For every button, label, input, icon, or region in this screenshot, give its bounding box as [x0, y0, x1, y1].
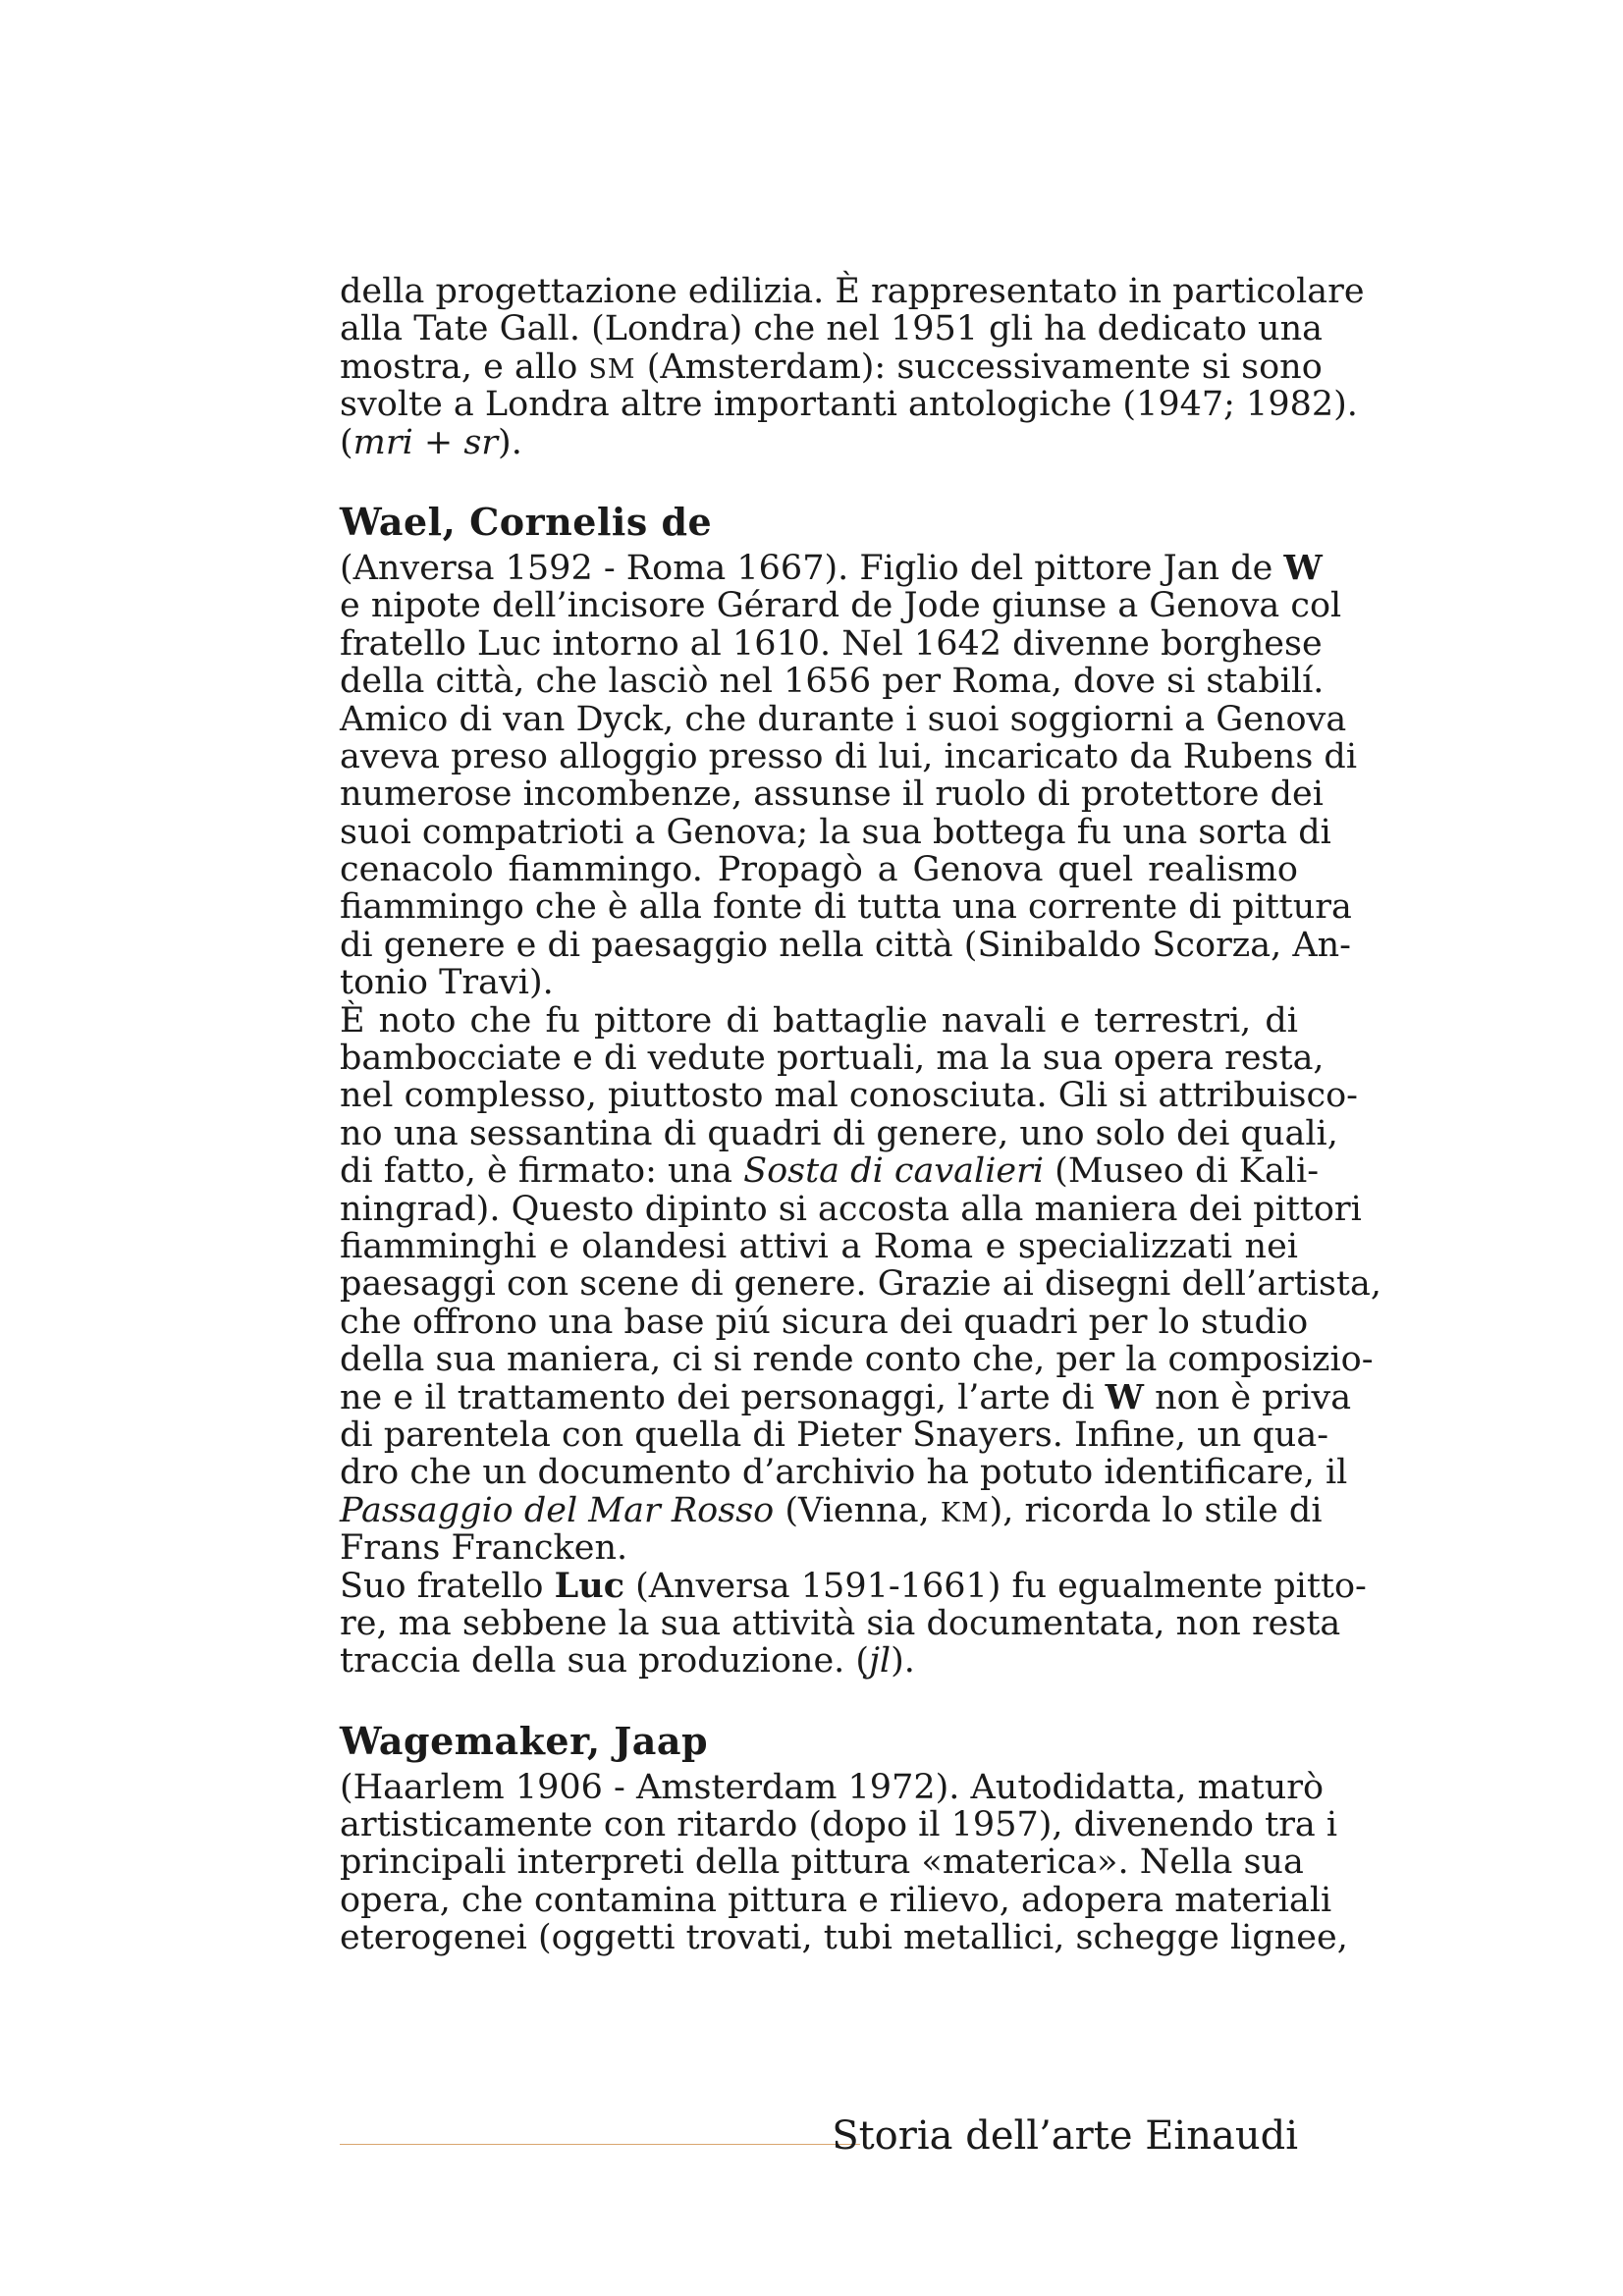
text-line: Amico di van Dyck, che durante i suoi soggiorni a Genova	[340, 699, 1347, 739]
text-span: (Anversa 1591-1661) fu egualmente pitto-	[624, 1566, 1367, 1606]
text-line: suoi compatrioti a Genova; la sua bottega fu una sorta di	[340, 812, 1331, 852]
name-emphasis: Luc	[554, 1565, 625, 1606]
entry-heading-wagemaker: Wagemaker, Jaap	[340, 1718, 709, 1763]
text-span: traccia della sua produzione. (	[340, 1641, 870, 1682]
entry-abbrev: W	[1105, 1376, 1144, 1417]
text-span: ), ricorda lo stile di	[989, 1490, 1323, 1530]
text-line: che offrono una base piú sicura dei quadri per lo studio	[340, 1302, 1309, 1342]
page-footer	[340, 2110, 1298, 2169]
entry-abbrev: W	[1283, 547, 1323, 588]
text-span: (Anversa 1592 - Roma 1667). Figlio del pittore Jan de	[340, 548, 1284, 588]
text-span: ).	[891, 1641, 915, 1682]
text-line	[340, 347, 1323, 387]
text-span: di fatto, è firmato: una	[340, 1151, 744, 1192]
text-line: bambocciate e di vedute portuali, ma la sua opera resta,	[340, 1039, 1325, 1079]
artwork-title: Passaggio del Mar Rosso	[340, 1490, 775, 1530]
text-line: di genere e di paesaggio nella città (Sinibaldo Scorza, An-	[340, 925, 1352, 965]
page-body	[340, 272, 1381, 1958]
text-line	[340, 1151, 1320, 1192]
footer-rule	[340, 2144, 860, 2145]
text-line: svolte a Londra altre importanti antologiche (1947; 1982).	[340, 385, 1358, 425]
text-line: (Haarlem 1906 - Amsterdam 1972). Autodidatta, maturò	[340, 1767, 1325, 1807]
text-span: ).	[498, 422, 522, 462]
text-span: non è priva	[1143, 1377, 1352, 1417]
text-line: numerose incombenze, assunse il ruolo di protettore dei	[340, 774, 1324, 815]
text-line: ningrad). Questo dipinto si accosta alla maniera dei pittori	[340, 1189, 1362, 1229]
text-line: della città, che lasciò nel 1656 per Roma, dove si stabilí.	[340, 662, 1325, 702]
text-line: e nipote dell’incisore Gérard de Jode giunse a Genova col	[340, 586, 1342, 626]
text-line: re, ma sebbene la sua attività sia documentata, non resta	[340, 1603, 1341, 1643]
small-caps-abbrev: SM	[588, 353, 636, 385]
text-line	[340, 1490, 1323, 1530]
text-span: (	[340, 422, 353, 462]
text-line: tonio Travi).	[340, 963, 554, 1003]
text-line: fiammingo che è alla fonte di tutta una corrente di pittura	[340, 887, 1352, 928]
text-line: artisticamente con ritardo (dopo il 1957), divenendo tra i	[340, 1805, 1338, 1845]
text-line: È noto che fu pittore di battaglie navali e terrestri, di	[340, 1000, 1298, 1041]
text-line: della progettazione edilizia. È rappresentato in particolare	[340, 272, 1365, 311]
text-line: no una sessantina di quadri di genere, uno solo dei quali,	[340, 1113, 1338, 1153]
text-line: di parentela con quella di Pieter Snayers. Infine, un qua-	[340, 1415, 1329, 1455]
entry-heading-wael: Wael, Cornelis de	[340, 499, 713, 544]
text-line: nel complesso, piuttosto mal conosciuta. Gli si attribuisco-	[340, 1076, 1358, 1116]
text-line	[340, 1565, 1367, 1606]
text-span: (Amsterdam): successivamente si sono	[635, 347, 1323, 387]
text-line	[340, 547, 1323, 588]
text-line: fratello Luc intorno al 1610. Nel 1642 divenne borghese	[340, 623, 1323, 664]
text-line	[340, 1642, 1298, 1680]
author-initials: jl	[869, 1641, 892, 1682]
text-span: mostra, e allo	[340, 347, 589, 387]
author-initials: mri + sr	[352, 422, 499, 462]
text-line	[340, 1376, 1352, 1417]
text-line: principali interpreti della pittura «materica». Nella sua	[340, 1842, 1304, 1883]
text-line: dro che un documento d’archivio ha potuto identificare, il	[340, 1453, 1348, 1493]
text-line: cenacolo fiammingo. Propagò a Genova quel realismo	[340, 850, 1298, 890]
artwork-title: Sosta di cavalieri	[743, 1151, 1045, 1192]
text-line: Frans Francken.	[340, 1528, 628, 1569]
text-line: eterogenei (oggetti trovati, tubi metallici, schegge lignee,	[340, 1918, 1348, 1958]
text-line: alla Tate Gall. (Londra) che nel 1951 gli ha dedicato una	[340, 309, 1324, 349]
text-span: Suo fratello	[340, 1566, 555, 1606]
small-caps-abbrev: KM	[940, 1497, 990, 1528]
text-span: (Museo di Kali-	[1044, 1151, 1320, 1192]
text-line: fiamminghi e olandesi attivi a Roma e specializzati nei	[340, 1226, 1298, 1266]
text-line	[340, 424, 1298, 461]
text-line: della sua maniera, ci si rende conto che, per la composizio-	[340, 1340, 1374, 1380]
text-line: aveva preso alloggio presso di lui, incaricato da Rubens di	[340, 736, 1358, 776]
text-line: paesaggi con scene di genere. Grazie ai disegni dell’artista,	[340, 1264, 1381, 1305]
text-span: (Vienna,	[774, 1490, 941, 1530]
text-line: opera, che contamina pittura e rilievo, adopera materiali	[340, 1880, 1332, 1920]
footer-title: Storia dell’arte Einaudi	[832, 2113, 1298, 2159]
text-span: ne e il trattamento dei personaggi, l’arte di	[340, 1377, 1106, 1417]
